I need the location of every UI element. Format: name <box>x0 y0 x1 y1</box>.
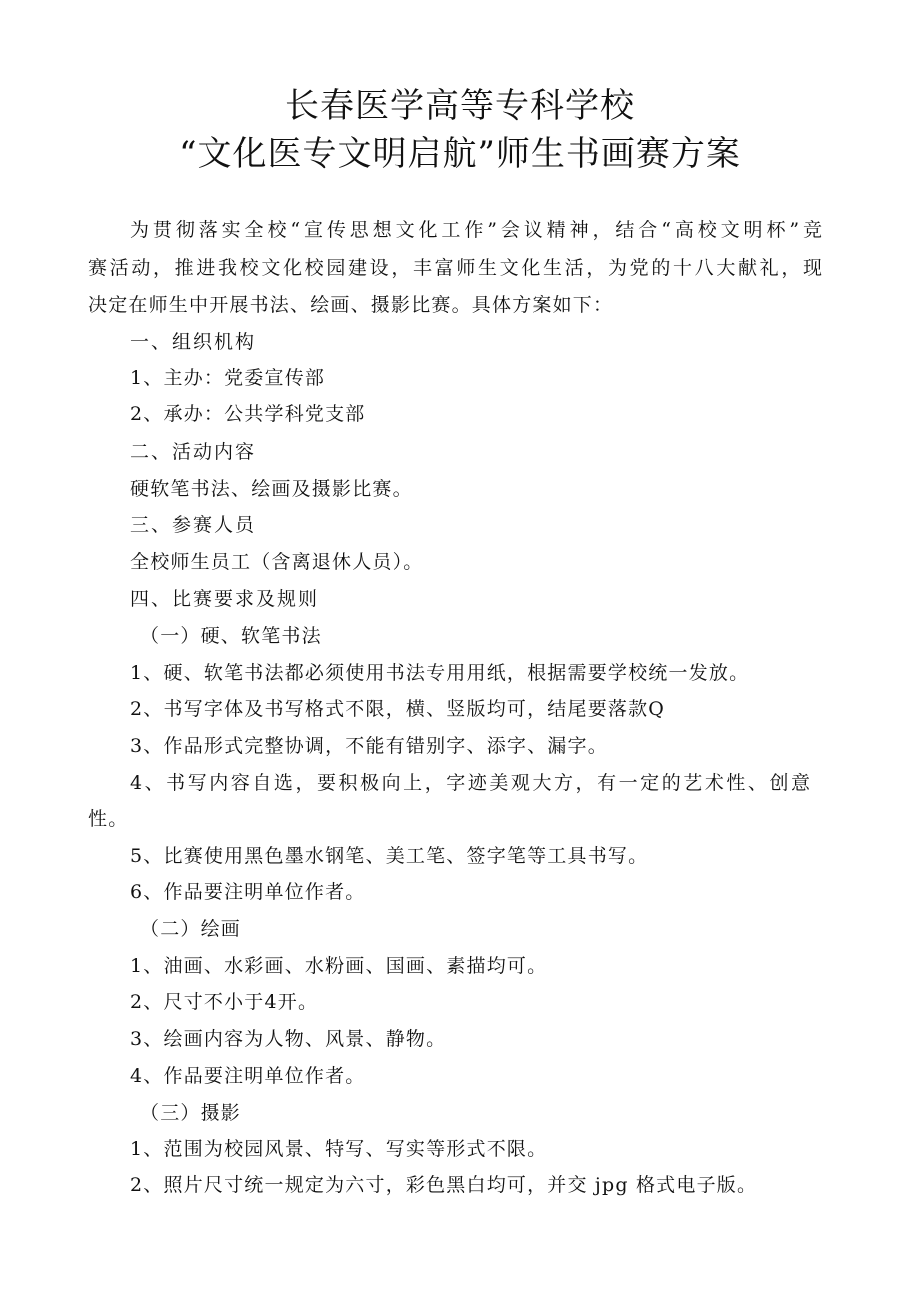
calligraphy-rule-item: 3、作品形式完整协调，不能有错别字、添字、漏字。 <box>130 735 608 757</box>
subsection-heading-calligraphy: （一）硬、软笔书法 <box>140 625 322 647</box>
photography-rule-item: 2、照片尺寸统一规定为六寸，彩色黑白均可，并交 jpg 格式电子版。 <box>130 1174 758 1196</box>
calligraphy-rule-item: 4、书写内容自选，要积极向上，字迹美观大方，有一定的艺术性、创意 <box>130 772 810 794</box>
painting-rule-item: 4、作品要注明单位作者。 <box>130 1065 366 1087</box>
school-name-title: 长春医学高等专科学校 <box>285 86 635 126</box>
document-title: “文化医专文明启航”师生书画赛方案 <box>179 134 741 174</box>
calligraphy-rule-item-continued: 性。 <box>88 808 129 830</box>
painting-rule-item: 1、油画、水彩画、水粉画、国画、素描均可。 <box>130 955 548 977</box>
organizer-item: 1、主办：党委宣传部 <box>130 367 326 389</box>
photography-rule-item: 1、范围为校园风景、特写、写实等形式不限。 <box>130 1138 548 1160</box>
activity-content-text: 硬软笔书法、绘画及摄影比赛。 <box>130 478 413 500</box>
calligraphy-rule-item: 6、作品要注明单位作者。 <box>130 881 366 903</box>
calligraphy-rule-item: 2、书写字体及书写格式不限，横、竖版均可，结尾要落款Q <box>130 698 666 720</box>
calligraphy-rule-item: 5、比赛使用黑色墨水钢笔、美工笔、签字笔等工具书写。 <box>130 845 649 867</box>
section-heading-organization: 一、组织机构 <box>130 331 257 353</box>
calligraphy-rule-item: 1、硬、软笔书法都必须使用书法专用用纸，根据需要学校统一发放。 <box>130 662 750 684</box>
intro-paragraph-line-3: 决定在师生中开展书法、绘画、摄影比赛。具体方案如下： <box>88 294 614 316</box>
section-heading-content: 二、活动内容 <box>130 441 257 463</box>
painting-rule-item: 3、绘画内容为人物、风景、静物。 <box>130 1028 447 1050</box>
section-heading-rules: 四、比赛要求及规则 <box>130 588 320 610</box>
intro-paragraph-line-2: 赛活动，推进我校文化校园建设，丰富师生文化生活，为党的十八大献礼，现 <box>88 257 822 279</box>
painting-rule-item: 2、尺寸不小于4开。 <box>130 991 319 1013</box>
subsection-heading-painting: （二）绘画 <box>140 918 242 940</box>
participants-text: 全校师生员工（含离退休人员）。 <box>130 551 424 573</box>
section-heading-participants: 三、参赛人员 <box>130 514 257 536</box>
intro-paragraph-line-1: 为贯彻落实全校“宣传思想文化工作”会议精神，结合“高校文明杯”竞 <box>130 219 822 241</box>
undertaker-item: 2、承办：公共学科党支部 <box>130 403 366 425</box>
subsection-heading-photography: （三）摄影 <box>140 1102 242 1124</box>
